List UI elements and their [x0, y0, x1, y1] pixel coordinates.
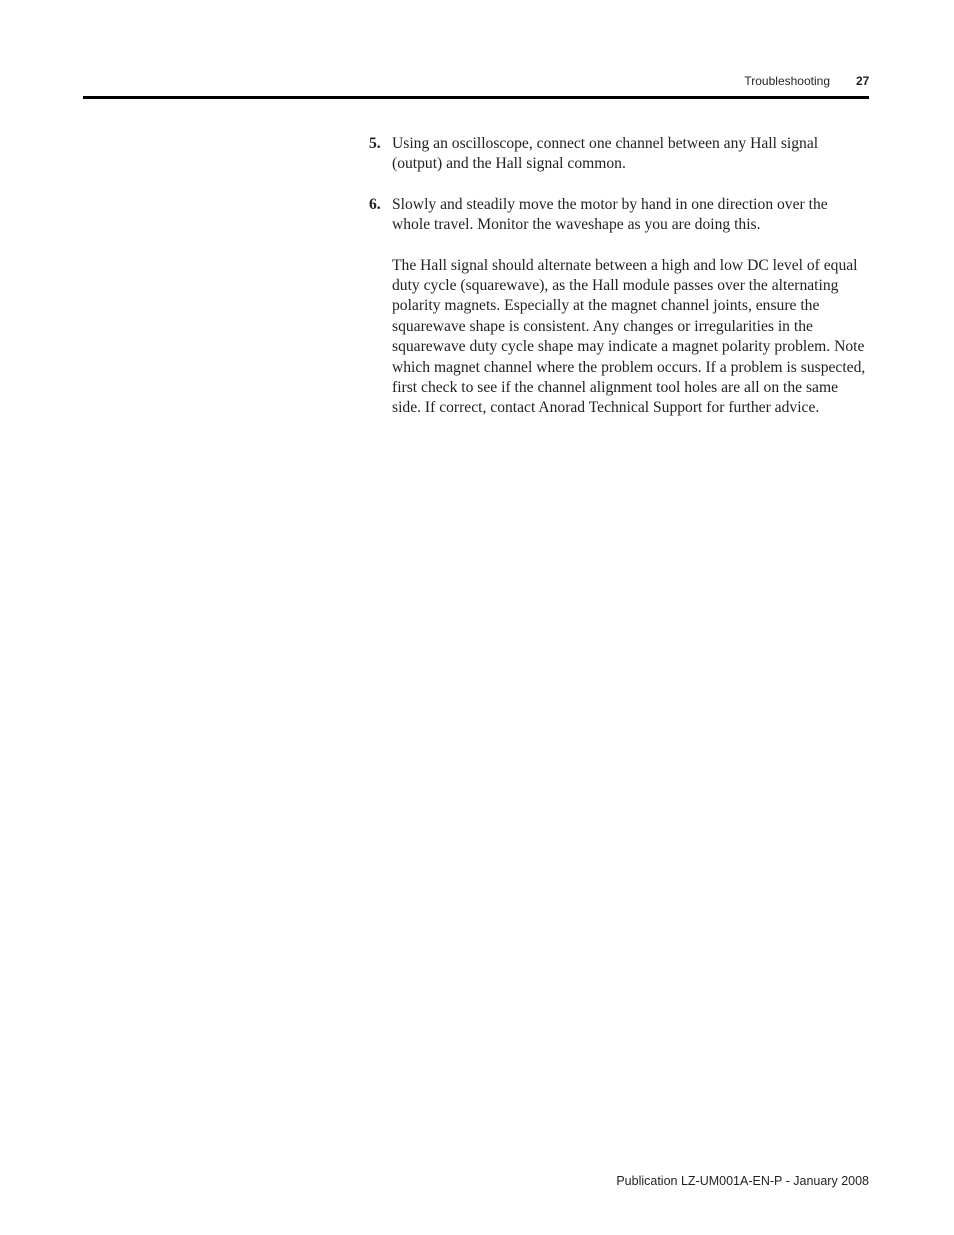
step-text: Slowly and steadily move the motor by hand in one direction over the whole travel. Monitor the waveshape as you are doing this.	[392, 195, 828, 234]
page-number: 27	[856, 74, 870, 88]
step-number: 5.	[369, 135, 381, 152]
publication-footer: Publication LZ-UM001A-EN-P - January 2008	[616, 1174, 869, 1188]
step-text: Using an oscilloscope, connect one channel between any Hall signal (output) and the Hall signal common.	[392, 135, 819, 173]
running-header-section-title: Troubleshooting	[744, 74, 830, 88]
procedure-steps	[369, 134, 869, 439]
step-number: 6.	[369, 195, 381, 213]
header-divider	[83, 96, 869, 99]
step-5	[369, 134, 869, 175]
step-6	[369, 195, 869, 419]
step-note: The Hall signal should alternate between a high and low DC level of equal duty cycle (squarewave), as the Hall module passes over the alternating polarity magnets. Especially at the magnet channel joints, ensure the squarewave shape is consistent. Any changes or irregularities in the squarewave duty cycle shape may indicate a magnet polarity problem. Note which magnet channel where the problem occurs. If a problem is suspected, first check to see if the channel alignment tool holes are all on the same side. If correct, contact Anorad Technical Support for further advice.	[392, 256, 866, 417]
